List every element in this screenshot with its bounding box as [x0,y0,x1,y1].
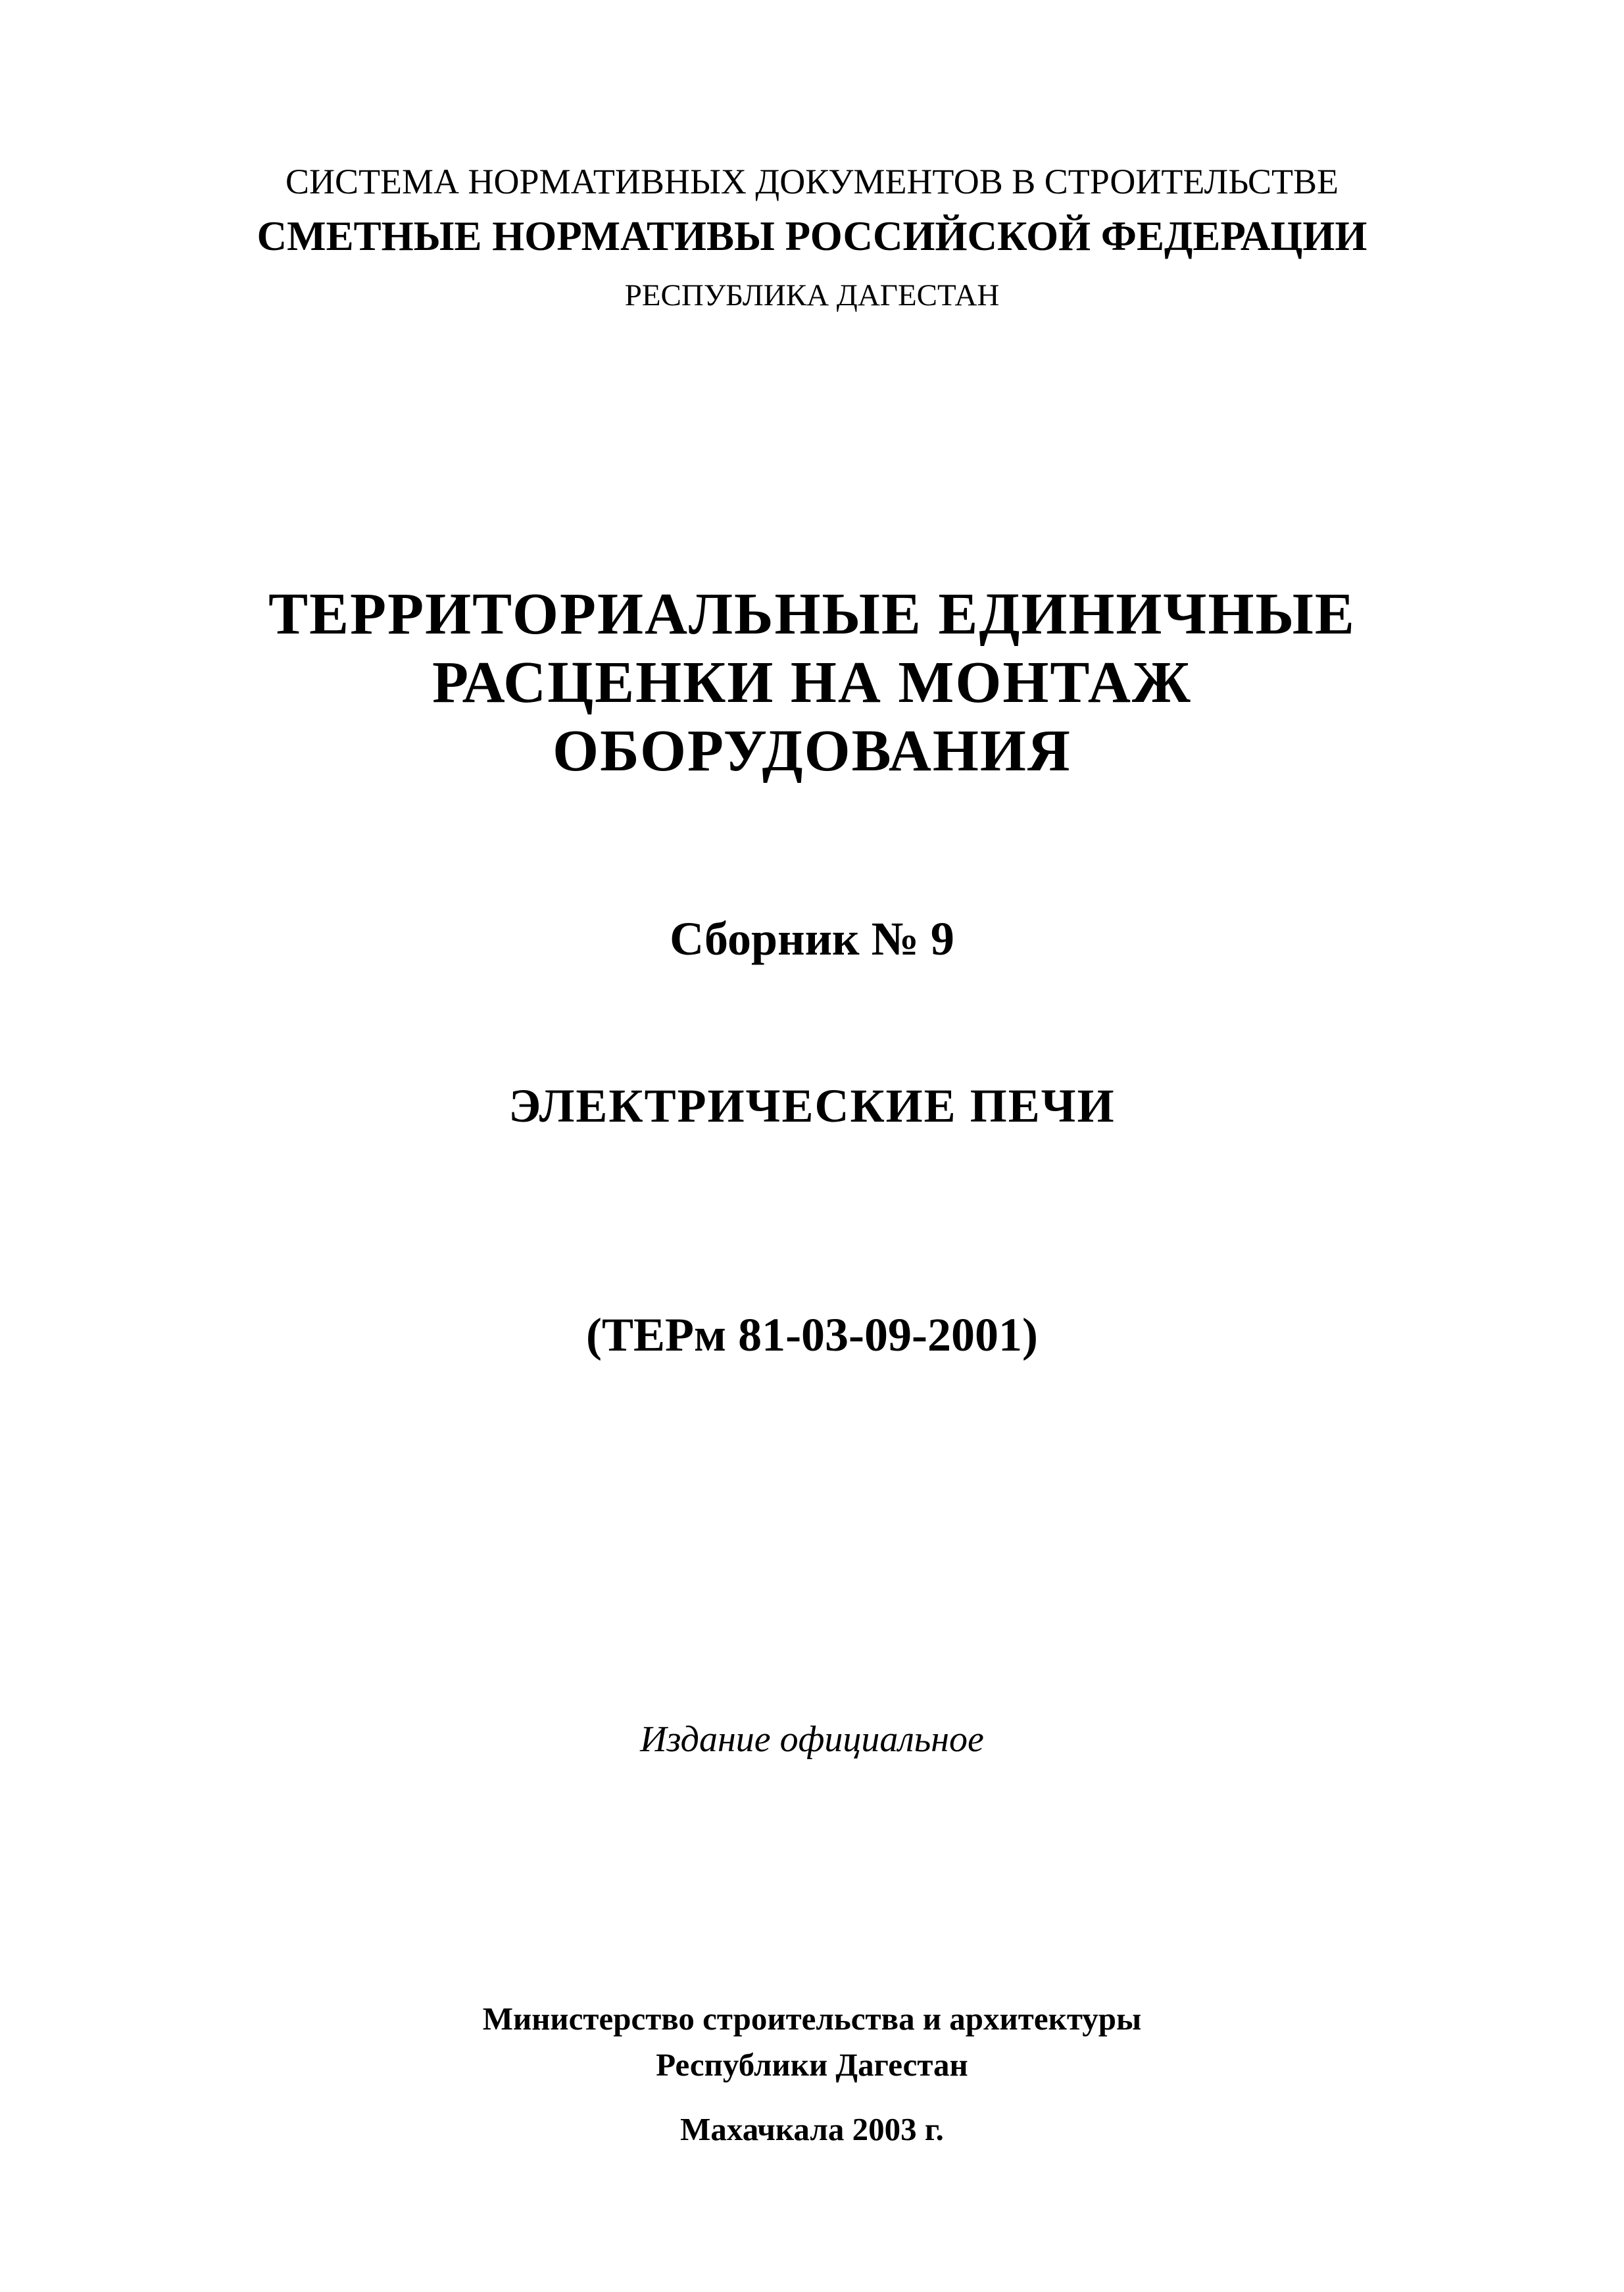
title-line: ТЕРРИТОРИАЛЬНЫЕ ЕДИНИЧНЫЕ [268,582,1356,647]
title-line: ОБОРУДОВАНИЯ [553,718,1071,784]
collection-number: Сборник № 9 [670,912,954,965]
document-title [0,580,1624,785]
document-code: (ТЕРм 81-03-09-2001) [586,1308,1038,1361]
title-line: РАСЦЕНКИ НА МОНТАЖ [432,650,1192,716]
system-heading: СИСТЕМА НОРМАТИВНЫХ ДОКУМЕНТОВ В СТРОИТЕЛЬСТВЕ [285,162,1339,201]
edition-note: Издание официальное [640,1719,984,1760]
collection-subject: ЭЛЕКТРИЧЕСКИЕ ПЕЧИ [508,1080,1116,1132]
publisher-region: Республики Дагестан [656,2047,968,2083]
publisher-name: Министерство строительства и архитектуры [482,2001,1142,2037]
region-heading: РЕСПУБЛИКА ДАГЕСТАН [624,278,1000,312]
publication-place-year: Махачкала 2003 г. [680,2111,944,2147]
norms-heading: СМЕТНЫЕ НОРМАТИВЫ РОССИЙСКОЙ ФЕДЕРАЦИИ [257,213,1367,259]
